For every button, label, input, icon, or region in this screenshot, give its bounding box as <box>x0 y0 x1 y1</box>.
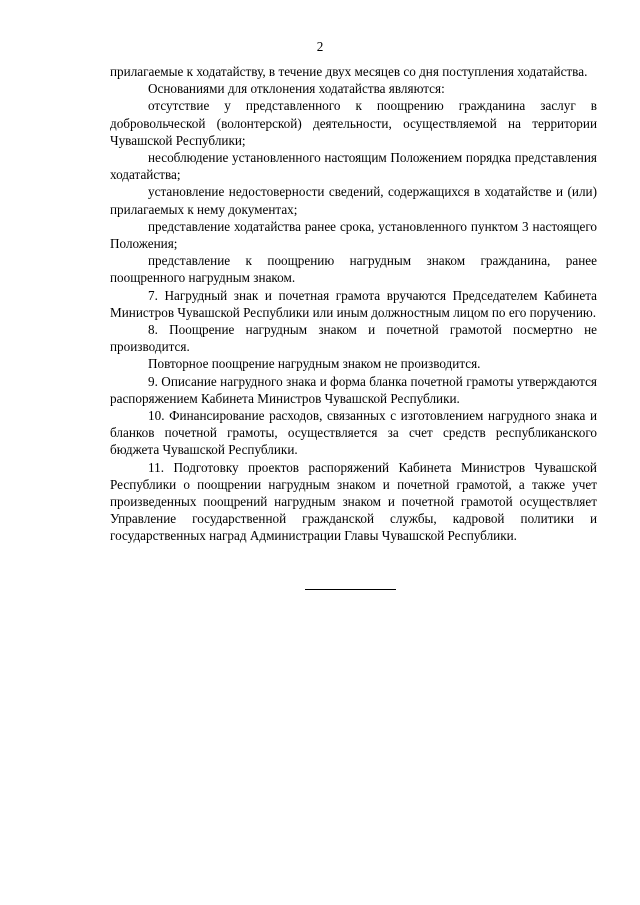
paragraph-item-7: 7. Нагрудный знак и почетная грамота вручаются Председателем Кабинета Министров Чувашской Республики или иным должностным лицом по его поручению. <box>110 287 597 320</box>
paragraph-ground-procedure-violation: несоблюдение установленного настоящим Положением порядка представления ходатайства; <box>110 150 597 183</box>
paragraph-item-9: 9. Описание нагрудного знака и форма бланка почетной грамоты утверждаются распоряжением Кабинета Министров Чувашской Республики. <box>110 373 597 406</box>
end-of-document-rule <box>305 589 396 590</box>
document-body <box>110 63 597 545</box>
paragraph-item-10: 10. Финансирование расходов, связанных с изготовлением нагрудного знака и бланков почетной грамоты, осуществляется за счет средств республиканского бюджета Чувашской Республики. <box>110 408 597 458</box>
paragraph-ground-early-submission: представление ходатайства ранее срока, установленного пунктом 3 настоящего Положения; <box>110 218 597 252</box>
paragraph-item-8-repeat: Повторное поощрение нагрудным знаком не производится. <box>148 356 481 372</box>
paragraph-rejection-grounds-intro: Основаниями для отклонения ходатайства являются: <box>148 81 445 97</box>
paragraph-item-11: 11. Подготовку проектов распоряжений Кабинета Министров Чувашской Республики о поощрении нагрудным знаком и почетной грамотой, а также учет произведенных поощрений нагрудным знаком и почетной грамотой осуществляет Управление государственной гражданской службы, кадровой политики и государственных наград Администрации Главы Чувашской Республики. <box>110 459 597 544</box>
paragraph-item-8: 8. Поощрение нагрудным знаком и почетной грамотой посмертно не производится. <box>110 322 597 355</box>
paragraph-ground-no-merits: отсутствие у представленного к поощрению гражданина заслуг в добровольческой (волонтерской) деятельности, осуществляемой на территории Чувашской Республики; <box>110 98 597 148</box>
paragraph-continuation: прилагаемые к ходатайству, в течение двух месяцев со дня поступления ходатайства. <box>110 64 588 79</box>
paragraph-ground-already-awarded: представление к поощрению нагрудным знаком гражданина, ранее поощренного нагрудным знаком. <box>110 253 597 286</box>
page-number: 2 <box>316 39 324 54</box>
paragraph-ground-false-information: установление недостоверности сведений, содержащихся в ходатайстве и (или) прилагаемых к нему документах; <box>110 184 597 217</box>
